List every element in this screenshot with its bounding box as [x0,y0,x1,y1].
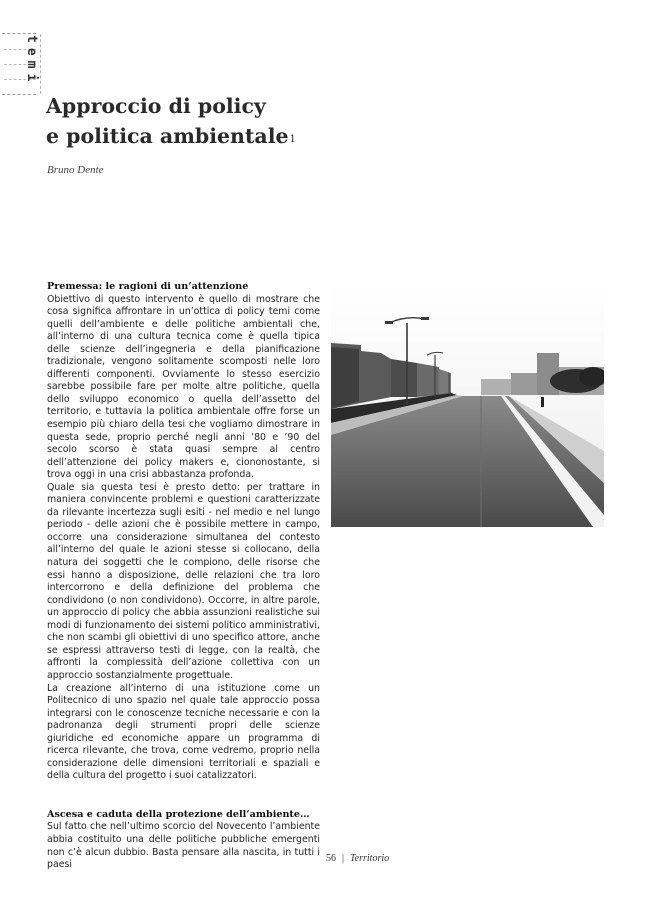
paragraph: Sul fatto che nell’ultimo scorcio del Novecento l’ambiente abbia costituito una delle politiche pubbliche emergenti non c’è alcun dubbio. Basta pensare alla nascita, in tutti i paesi [47,821,320,871]
journal-name: Territorio [350,853,390,864]
section-tab [2,33,39,95]
paragraph: La creazione all’interno di una istituzione come un Politecnico di uno spazio nel quale tale approccio possa integrarsi con le conoscenze tecniche necessarie e con la padronanza degli strumenti propri delle scienze giuridiche ed economiche appare un programma di ricerca rilevante, che trova, come vedremo, proprio nella considerazione delle dimensioni territoriali e spaziali e della cultura del progetto i suoi catalizzatori. [47,682,320,782]
street-photo [331,283,604,527]
section-label: temi [24,35,39,87]
page-number: 56 [326,853,336,864]
title-line-2: e politica ambientale [46,124,289,148]
paragraph: Quale sia questa tesi è presto detto: per trattare in maniera convincente problemi e questioni caratterizzate da rilevante incertezza sugli esiti - nel medio e nel lungo periodo - delle azioni che è possibile mettere in campo, occorre una considerazione simultanea del contesto all’interno del quale le azioni stesse si collocano, della natura dei soggetti che le compiono, delle risorse che essi hanno a disposizione, delle relazioni che tra loro intercorrono e della definizione del problema che condividono (o non condividono). Occorre, in altre parole, un approccio di policy che abbia assunzioni realistiche sui modi di funzionamento dei sistemi politico amministrativi, che non scambi gli obiettivi di uno specifico attore, anche se espressi attraverso testi di legge, con la realtà, che affronti la complessità dell’azione collettiva con un approccio sostanzialmente progettuale. [47,481,320,681]
tab-divider [40,34,41,94]
street-photo-graphic [331,283,604,527]
section-heading: Ascesa e caduta della protezione dell’ambiente… [47,808,310,820]
title-line-1: Approccio di policy [46,94,266,118]
author-name: Bruno Dente [47,164,104,176]
article-body [47,281,320,872]
footer-separator: | [342,853,345,864]
page-footer [326,853,389,864]
section-heading: Premessa: le ragioni di un’attenzione [47,281,249,292]
article-title [46,91,446,151]
footnote-marker[interactable]: 1 [289,134,296,145]
paragraph: Obiettivo di questo intervento è quello di mostrare che cosa significa affrontare in un’ottica di policy temi come quelli dell’ambiente e delle politiche ambientali che, all’interno di una cultura tecnica come è quella tipica delle scienze dell’ingegneria e della pianificazione tradizionale, vengono solitamente scomposti nelle loro differenti componenti. Ovviamente lo stesso esercizio sarebbe possibile fare per molte altre politiche, quella dello sviluppo economico o quella dell’assetto del territorio, e tuttavia la politica ambientale offre forse un esempio più chiaro della tesi che vogliamo dimostrare in questa sede, proprio perché negli anni ’80 e ’90 del secolo scorso è stata quasi sempre al centro dell’attenzione dei policy makers e, ciononostante, si trova oggi in una crisi abbastanza profonda. [47,293,320,481]
